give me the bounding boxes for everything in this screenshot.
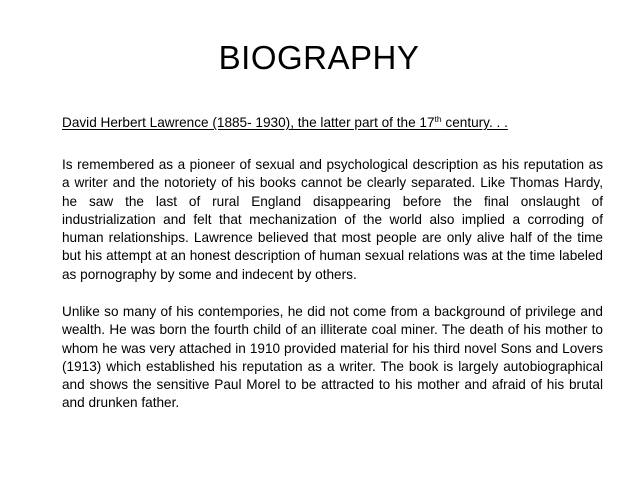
slide-subtitle [62, 114, 582, 132]
subtitle-superscript: th [434, 114, 442, 124]
biography-paragraph-1: Is remembered as a pioneer of sexual and psychological description as his reputation as a writer and the notoriety of his books cannot be clearly separated. Like Thomas Hardy, he saw the last of rural England disappearing before the final onslaught of industrialization and felt that mechanization of the world also implied a corroding of human relationships. Lawrence believed that most people are only alive half of the time but his attempt at an honest description of human sexual relations was at the time labeled as pornography by some and indecent by others. [62, 157, 603, 282]
subtitle-text-before: David Herbert Lawrence (1885- 1930), the latter part of the 17 [62, 115, 435, 130]
subtitle-text-after: century. . . [441, 115, 508, 130]
biography-paragraph-2: Unlike so many of his contempories, he did not come from a background of privilege and wealth. He was born the fourth child of an illiterate coal miner. The death of his mother to whom he was very attached in 1910 provided material for his third novel Sons and Lovers (1913) which established his reputation as a writer. The book is largely autobiographical and shows the sensitive Paul Morel to be attracted to his mother and afraid of his brutal and drunken father. [62, 304, 603, 411]
slide-title: BIOGRAPHY [218, 39, 420, 76]
